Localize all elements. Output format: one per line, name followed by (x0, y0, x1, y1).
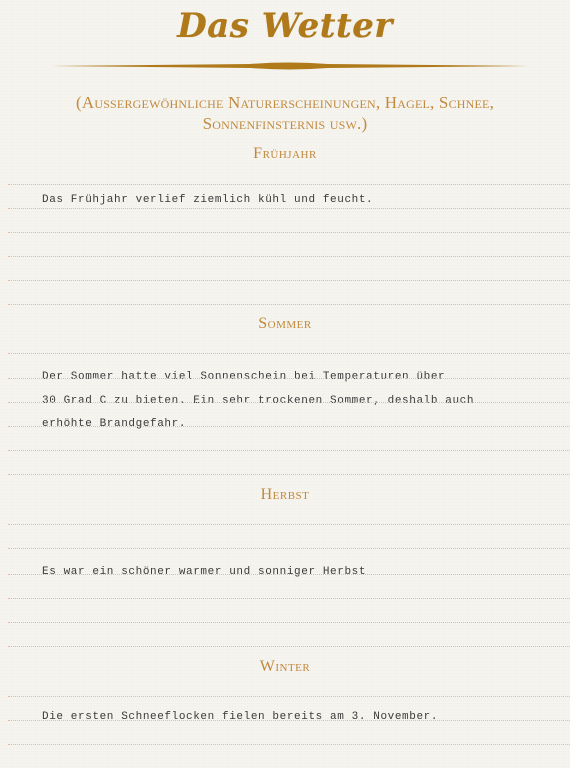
ruled-line (8, 280, 570, 281)
title-ornament-rule (50, 60, 528, 72)
section-heading-herbst: Herbst (260, 486, 310, 503)
ruled-line (8, 450, 570, 451)
section-heading-fruehjahr: Frühjahr (253, 145, 317, 162)
ruled-line (8, 744, 570, 745)
ruled-line (8, 353, 570, 354)
ruled-line (8, 622, 570, 623)
entry-sommer-line-2: 30 Grad C zu bieten. Ein sehr trockenen Sommer, deshalb auch (42, 395, 475, 407)
entry-sommer-line-1: Der Sommer hatte viel Sonnenschein bei Temperaturen über (42, 371, 446, 383)
ruled-line (8, 402, 570, 403)
entry-fruehjahr-line-1: Das Frühjahr verlief ziemlich kühl und feucht. (42, 194, 374, 206)
entry-herbst-line-1: Es war ein schöner warmer und sonniger Herbst (42, 566, 367, 578)
section-heading-winter: Winter (259, 658, 311, 675)
ruled-line (8, 598, 570, 599)
entry-winter-line-1: Die ersten Schneeflocken fielen bereits am 3. November. (42, 711, 439, 723)
ruled-line (8, 232, 570, 233)
ruled-line (8, 474, 570, 475)
ruled-line (8, 574, 570, 575)
ruled-line (8, 426, 570, 427)
page-title: Das Wetter (177, 6, 393, 46)
entry-sommer-line-3: erhöhte Brandgefahr. (42, 418, 187, 430)
subtitle-line-1: (Aussergewöhnliche Naturerscheinungen, Hagel, Schnee, (75, 93, 495, 112)
ruled-line (8, 524, 570, 525)
ruled-line (8, 646, 570, 647)
subtitle-line-2: Sonnenfinsternis usw.) (202, 114, 368, 133)
ruled-line (8, 696, 570, 697)
ruled-line (8, 720, 570, 721)
ruled-line (8, 184, 570, 185)
section-heading-sommer: Sommer (258, 315, 312, 332)
ruled-line (8, 304, 570, 305)
ruled-line (8, 208, 570, 209)
ruled-line (8, 256, 570, 257)
page-subtitle (20, 92, 550, 134)
ruled-line (8, 548, 570, 549)
ruled-line (8, 378, 570, 379)
